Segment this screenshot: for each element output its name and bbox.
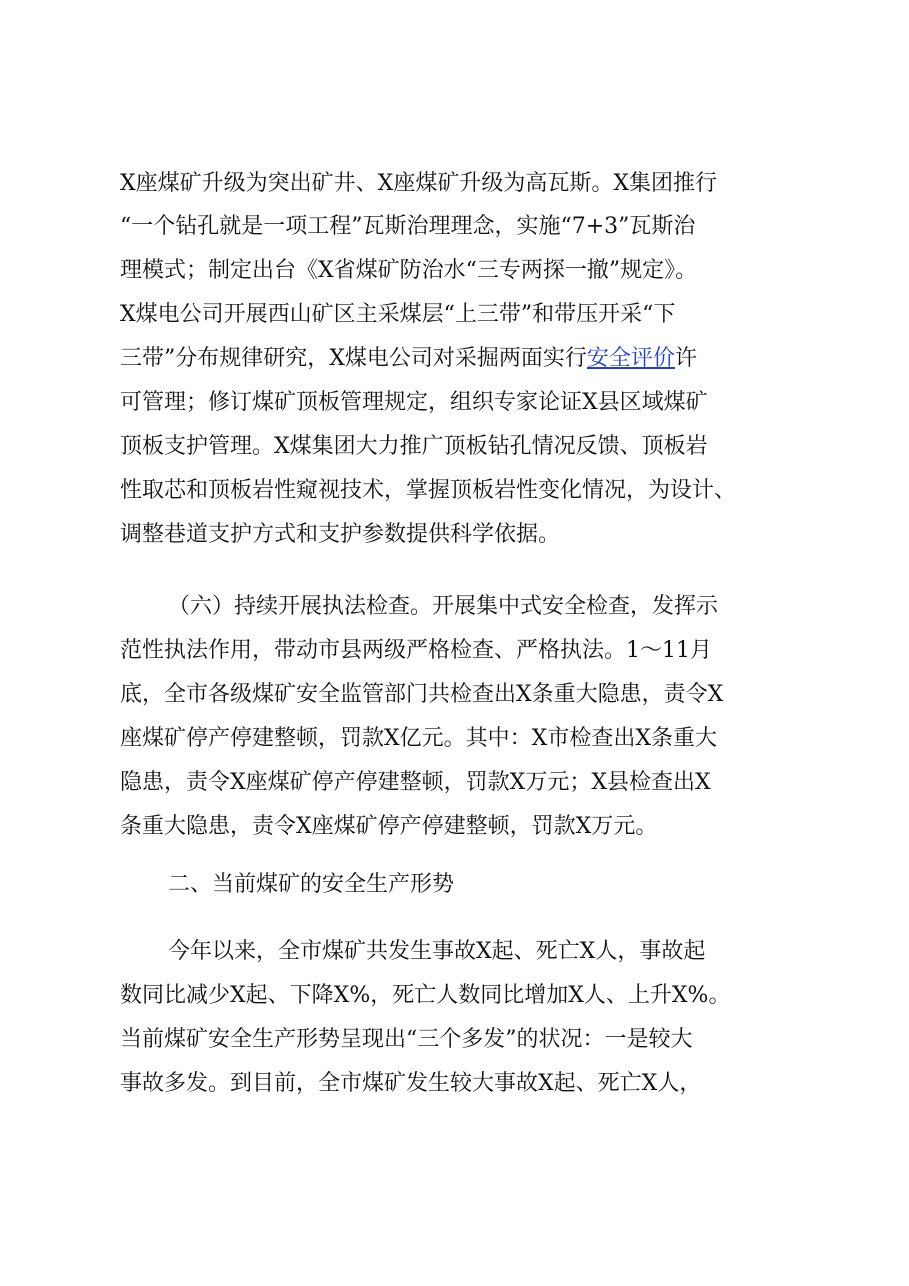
paragraph-1-line-5-text-before: 三带”分布规律研究，X煤电公司对采掘两面实行 (120, 346, 587, 371)
paragraph-1-line-6: 可管理；修订煤矿顶板管理规定，组织专家论证X县区域煤矿 (120, 390, 708, 415)
safety-evaluation-link[interactable]: 安全评价 (586, 346, 675, 371)
paragraph-1-line-9: 调整巷道支护方式和支护参数提供科学依据。 (120, 522, 561, 547)
paragraph-1-line-2: “一个钻孔就是一项工程”瓦斯治理理念，实施“7+3”瓦斯治 (120, 214, 696, 239)
paragraph-2-line-1: （六）持续开展执法检查。开展集中式安全检查，发挥示 (168, 594, 719, 619)
paragraph-2-line-6: 条重大隐患，责令X座煤矿停产停建整顿，罚款X万元。 (120, 814, 658, 839)
paragraph-2-line-5: 隐患，责令X座煤矿停产停建整顿，罚款X万元；X县检查出X (120, 770, 711, 795)
paragraph-1-line-3: 理模式；制定出台《X省煤矿防治水“三专两探一撤”规定》。 (120, 258, 698, 283)
paragraph-1-line-5-text-after: 许 (674, 346, 697, 371)
section-heading: 二、当前煤矿的安全生产形势 (168, 872, 455, 897)
paragraph-2-line-4: 座煤矿停产停建整顿，罚款X亿元。其中：X市检查出X条重大 (120, 726, 717, 751)
paragraph-3-line-3: 当前煤矿安全生产形势呈现出“三个多发”的状况：一是较大 (120, 1027, 693, 1052)
paragraph-2-line-3: 底，全市各级煤矿安全监管部门共检查出X条重大隐患，责令X (120, 682, 724, 707)
paragraph-1-line-1: X座煤矿升级为突出矿井、X座煤矿升级为高瓦斯。X集团推行 (120, 171, 717, 196)
paragraph-3-line-1: 今年以来，全市煤矿共发生事故X起、死亡X人，事故起 (168, 939, 706, 964)
paragraph-1-line-7: 顶板支护管理。X煤集团大力推广顶板钻孔情况反馈、顶板岩 (120, 434, 708, 459)
paragraph-2-line-2: 范性执法作用，带动市县两级严格检查、严格执法。1～11月 (120, 638, 712, 663)
paragraph-3-line-4: 事故多发。到目前，全市煤矿发生较大事故X起、死亡X人， (120, 1071, 702, 1096)
paragraph-1-line-4: X煤电公司开展西山矿区主采煤层“上三带”和带压开采“下 (120, 302, 676, 327)
paragraph-3-line-2: 数同比减少X起、下降X%，死亡人数同比增加X人、上升X%。 (120, 983, 731, 1008)
paragraph-1-line-5 (120, 344, 800, 374)
paragraph-1-line-8: 性取芯和顶板岩性窥视技术，掌握顶板岩性变化情况，为设计、 (120, 478, 737, 503)
